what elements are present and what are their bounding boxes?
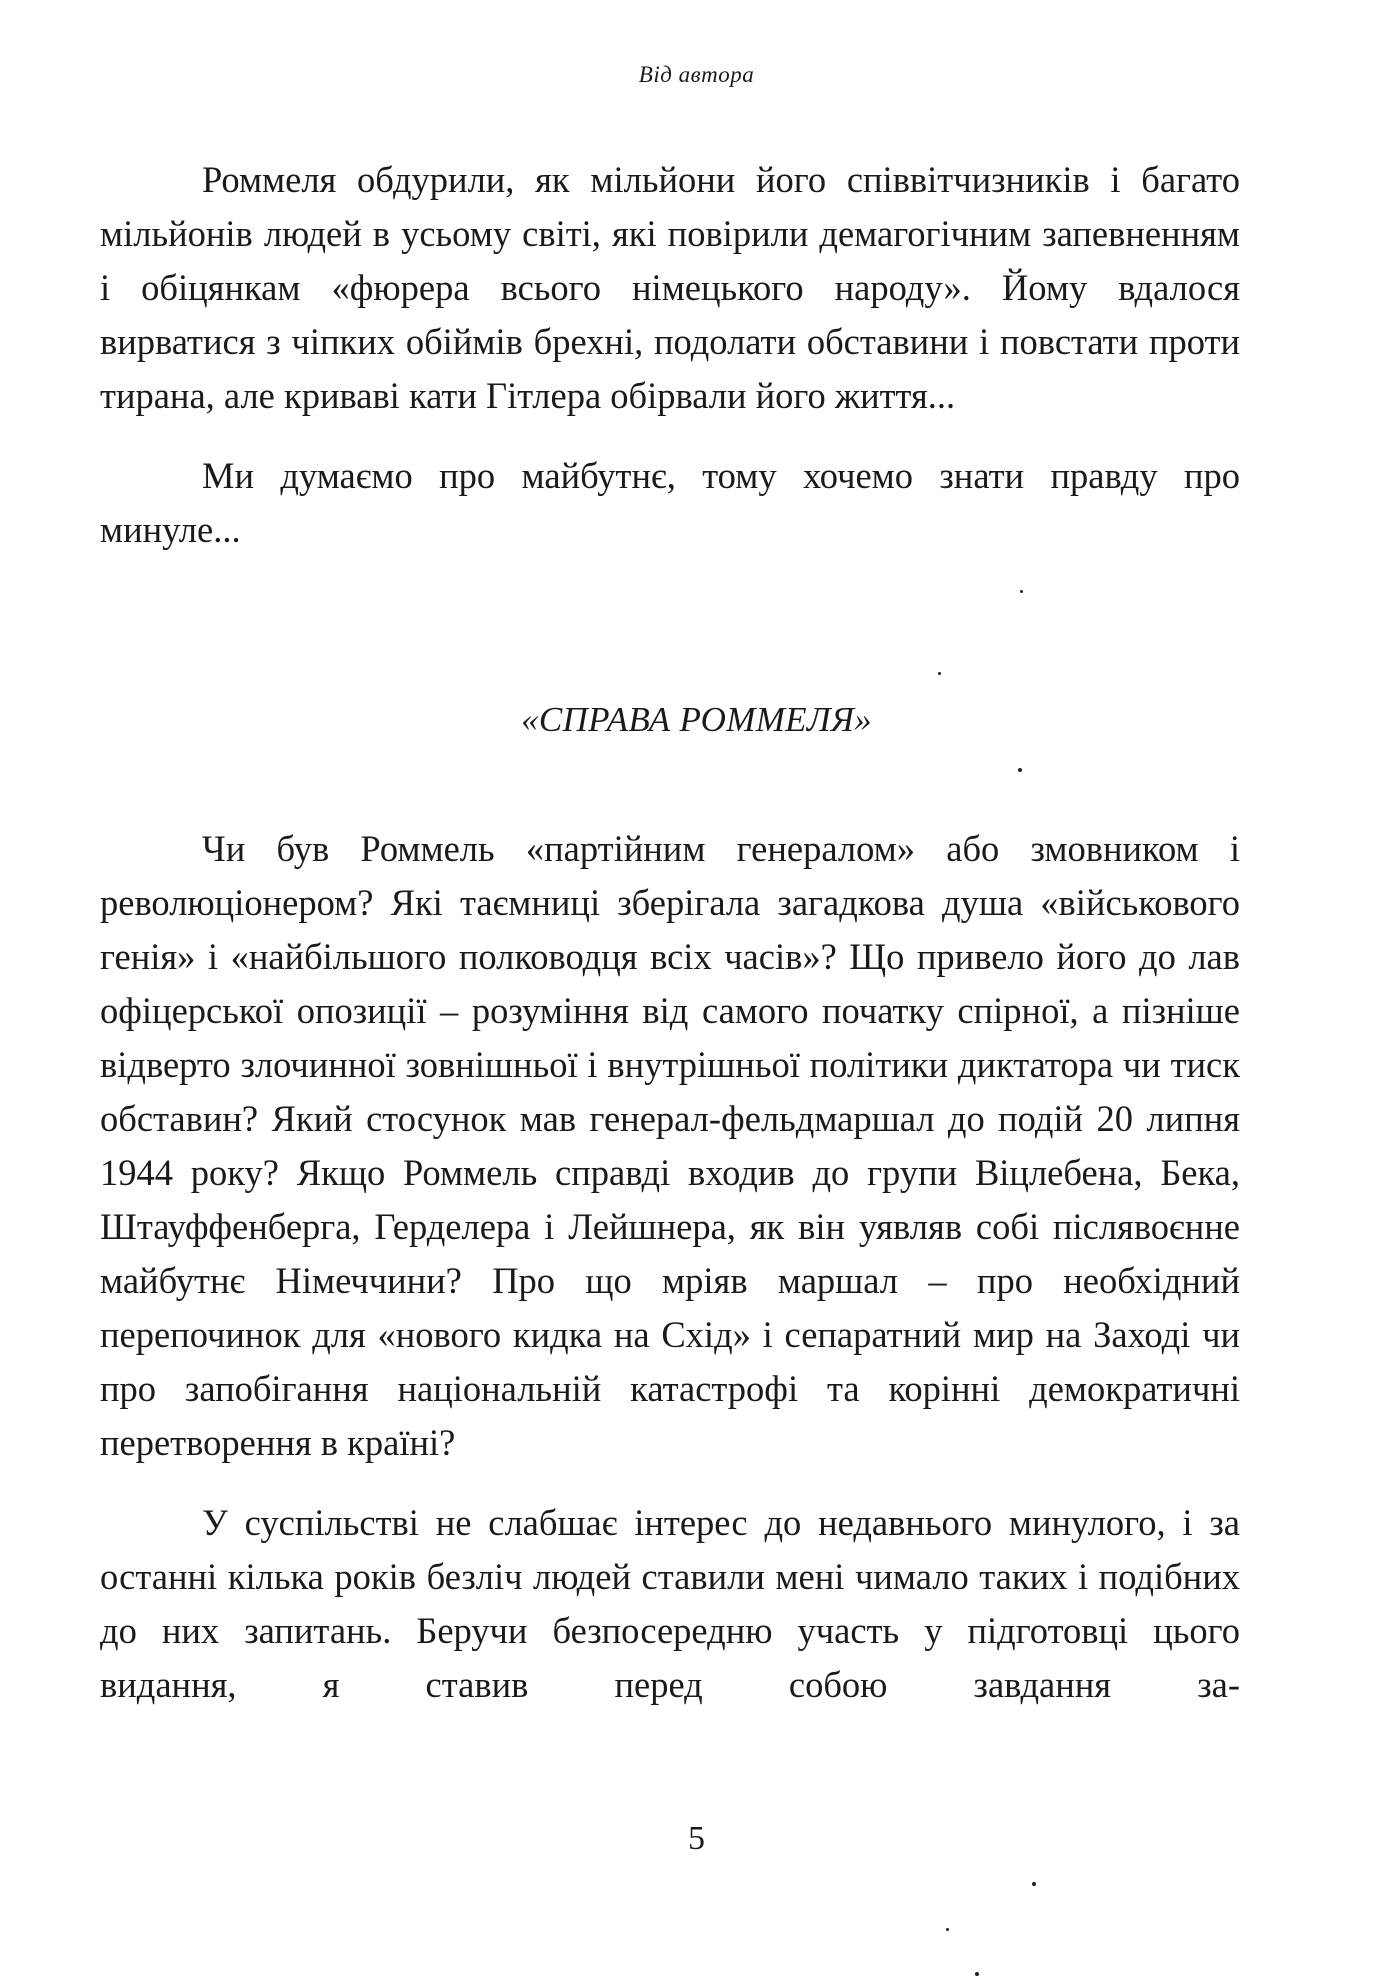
scan-speck (1032, 1882, 1036, 1886)
paragraph: Ми думаємо про майбутнє, тому хочемо знати правду про минуле... (100, 455, 1240, 550)
scan-speck (1020, 590, 1023, 593)
section-text-block (100, 822, 1240, 1712)
section-heading: «СПРАВА РОММЕЛЯ» (521, 700, 872, 739)
page-number: 5 (688, 1820, 705, 1857)
scan-speck (938, 672, 941, 675)
paragraph: Чи був Роммель «партійним генералом» або змовником і революціонером? Які таємниці зберігала загадкова душа «військового генія» і «найбільшого полководця всіх часів»? Що привело його до лав офіцерської опозиції – розуміння від самого початку спірної, а пізніше відверто злочинної зовнішньої і внутрішньої політики диктатора чи тиск обставин? Який стосунок мав генерал-фельдмаршал до подій 20 липня 1944 року? Якщо Роммель справді входив до групи Віцлебена, Бека, Штауффенберга, Герделера і Лейшнера, як він уявляв собі післявоєнне майбутнє Німеччини? Про що мріяв маршал – про необхідний перепочинок для «нового кидка на Схід» і сепаратний мир на Заході чи про запобігання національній катастрофі та корінні демократичні перетворення в країні? (100, 828, 1240, 1463)
scan-speck (1018, 768, 1022, 772)
scan-speck (975, 1972, 979, 1976)
running-header: Від автора (638, 62, 755, 87)
intro-text-block (100, 153, 1240, 557)
paragraph: У суспільстві не слабшає інтерес до недавнього минулого, і за останні кілька років безліч людей ставили мені чимало таких і подібних до них запитань. Беручи безпосередню участь у підготовці цього видання, я ставив перед собою завдання за- (100, 1502, 1240, 1705)
scan-speck (946, 1928, 949, 1931)
paragraph: Роммеля обдурили, як мільйони його співвітчизників і багато мільйонів людей в усьому світі, які повірили демагогічним запевненням і обіцянкам «фюрера всього німецького народу». Йому вдалося вирватися з чіпких обіймів брехні, подолати обставини і повстати проти тирана, але криваві кати Гітлера обірвали його життя... (100, 159, 1240, 416)
